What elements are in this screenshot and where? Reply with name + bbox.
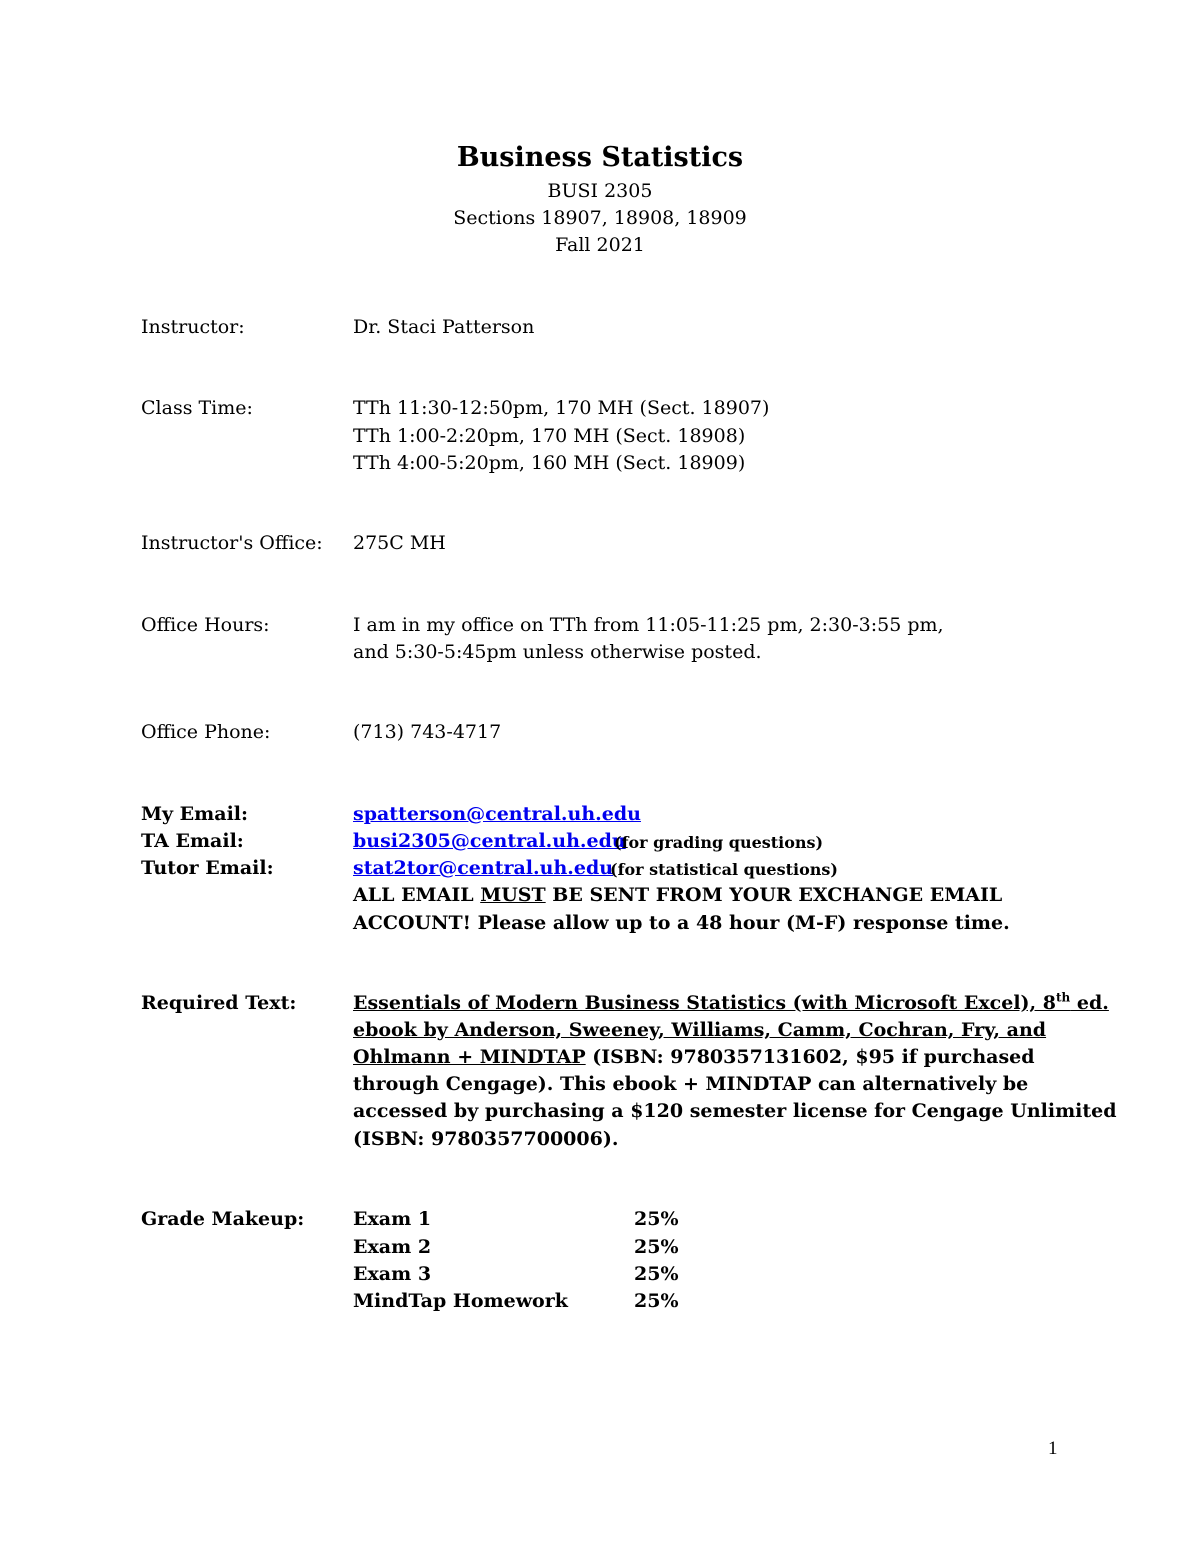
office-hours-label: Office Hours: xyxy=(141,614,270,636)
section-list: Sections 18907, 18908, 18909 xyxy=(453,207,747,229)
ta-email-note: (for grading questions) xyxy=(614,833,824,852)
grade-item-name: Exam 1 xyxy=(353,1208,432,1230)
class-time-line: TTh 4:00-5:20pm, 160 MH (Sect. 18909) xyxy=(353,452,746,474)
class-time-line: TTh 11:30-12:50pm, 170 MH (Sect. 18907) xyxy=(353,397,770,419)
office-hours-line: and 5:30-5:45pm unless otherwise posted. xyxy=(353,641,762,663)
office-value: 275C MH xyxy=(353,532,446,554)
textbook-note-line: accessed by purchasing a $120 semester license for Cengage Unlimited xyxy=(353,1100,1117,1122)
ta-email-link[interactable]: busi2305@central.uh.edu xyxy=(353,830,626,852)
office-hours-line: I am in my office on TTh from 11:05-11:25 pm, 2:30-3:55 pm, xyxy=(353,614,944,636)
must-emphasis: MUST xyxy=(480,884,546,906)
textbook-isbn-line: Ohlmann + MINDTAP (ISBN: 9780357131602, $95 if purchased xyxy=(353,1046,1035,1068)
office-label: Instructor's Office: xyxy=(141,532,323,554)
instructor-label: Instructor: xyxy=(141,316,245,338)
my-email-label: My Email: xyxy=(141,803,249,825)
grade-item-weight: 25% xyxy=(634,1208,679,1230)
class-time-line: TTh 1:00-2:20pm, 170 MH (Sect. 18908) xyxy=(353,425,746,447)
instructor-value: Dr. Staci Patterson xyxy=(353,316,535,338)
textbook-note-line: (ISBN: 9780357700006). xyxy=(353,1128,619,1150)
required-text-label: Required Text: xyxy=(141,992,297,1014)
phone-label: Office Phone: xyxy=(141,721,271,743)
term: Fall 2021 xyxy=(555,234,645,256)
email-warning: ALL EMAIL MUST BE SENT FROM YOUR EXCHANGE EMAIL xyxy=(353,884,1003,906)
document-title: Business Statistics xyxy=(456,142,744,173)
textbook-title: Essentials of Modern Business Statistics (with Microsoft Excel), 8th ed. xyxy=(353,990,1109,1014)
tutor-email-link[interactable]: stat2tor@central.uh.edu xyxy=(353,857,614,879)
ta-email-label: TA Email: xyxy=(141,830,244,852)
tutor-email-note: (for statistical questions) xyxy=(610,860,838,879)
grade-item-name: Exam 2 xyxy=(353,1236,432,1258)
grade-makeup-label: Grade Makeup: xyxy=(141,1208,305,1230)
grade-item-name: Exam 3 xyxy=(353,1263,432,1285)
class-time-label: Class Time: xyxy=(141,397,253,419)
course-code: BUSI 2305 xyxy=(547,180,653,202)
email-warning-line2: ACCOUNT! Please allow up to a 48 hour (M-F) response time. xyxy=(353,912,1010,934)
grade-item-weight: 25% xyxy=(634,1290,679,1312)
grade-item-weight: 25% xyxy=(634,1263,679,1285)
textbook-authors: ebook by Anderson, Sweeney, Williams, Camm, Cochran, Fry, and xyxy=(353,1019,1047,1041)
tutor-email-label: Tutor Email: xyxy=(141,857,274,879)
grade-item-weight: 25% xyxy=(634,1236,679,1258)
grade-item-name: MindTap Homework xyxy=(353,1290,568,1312)
page-number: 1 xyxy=(1048,1438,1058,1459)
phone-value: (713) 743-4717 xyxy=(353,721,502,743)
my-email-link[interactable]: spatterson@central.uh.edu xyxy=(353,803,641,825)
textbook-note-line: through Cengage). This ebook + MINDTAP can alternatively be xyxy=(353,1073,1029,1095)
